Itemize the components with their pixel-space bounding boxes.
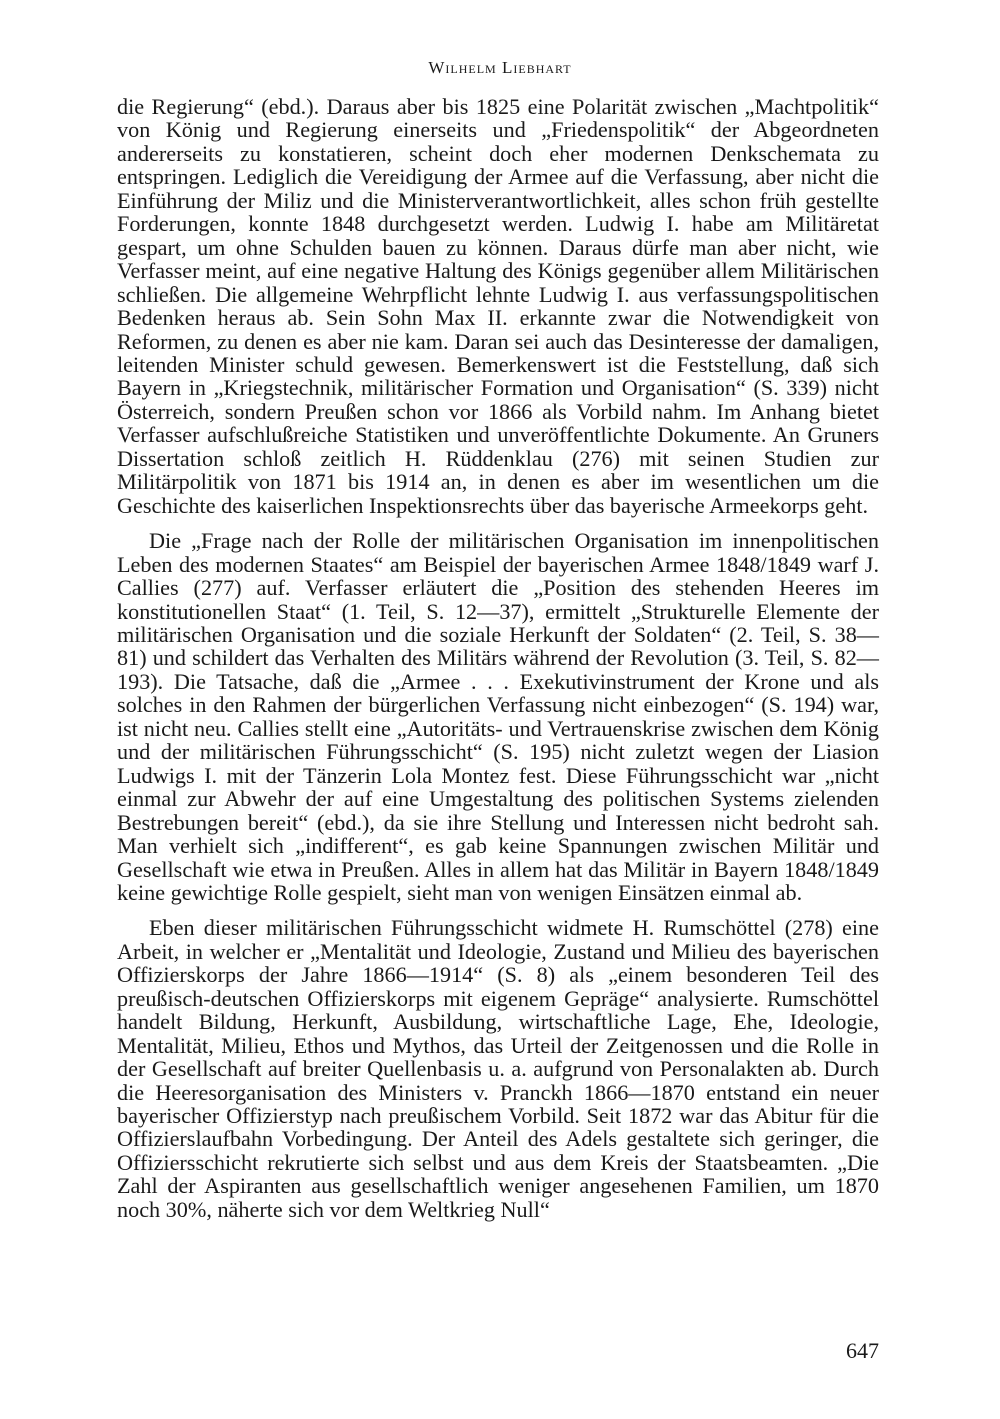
body-text <box>117 95 879 1221</box>
running-head: Wilhelm Liebhart <box>428 58 572 77</box>
page-number: 647 <box>846 1338 879 1363</box>
paragraph-2: Die „Frage nach der Rolle der militärischen Organisation im innenpolitischen Leben des modernen Staates“ am Beispiel der bayerischen Armee 1848/1849 warf J. Callies (277) auf. Verfasser erläutert die „Position des stehenden Heeres im konstitutionellen Staat“ (1. Teil, S. 12—37), ermittelt „Strukturelle Elemente der militärischen Organisation und die soziale Herkunft der Soldaten“ (2. Teil, S. 38—81) und schildert das Verhalten des Militärs während der Revolution (3. Teil, S. 82—193). Die Tatsache, daß die „Armee . . . Exekutivinstrument der Krone und als solches in den Rahmen der bürgerlichen Verfassung nicht einbezogen“ (S. 194) war, ist nicht neu. Callies stellt eine „Autoritäts- und Vertrauenskrise zwischen dem König und der militärischen Führungsschicht“ (S. 195) nicht zuletzt wegen der Liasion Ludwigs I. mit der Tänzerin Lola Montez fest. Diese Führungsschicht war „nicht einmal zur Abwehr der auf eine Umgestaltung des politischen Systems zielenden Bestrebungen bereit“ (ebd.), da sie ihre Stellung und Interessen nicht bedroht sah. Man verhielt sich „indifferent“, es gab keine Spannungen zwischen Militär und Gesellschaft wie etwa in Preußen. Alles in allem hat das Militär in Bayern 1848/1849 keine gewichtige Rolle gespielt, sieht man von wenigen Einsätzen einmal ab. <box>117 528 879 905</box>
paragraph-3: Eben dieser militärischen Führungsschicht widmete H. Rumschöttel (278) eine Arbeit, in welcher er „Mentalität und Ideologie, Zustand und Milieu des bayerischen Offizierskorps der Jahre 1866—1914“ (S. 8) als „einem besonderen Teil des preußisch-deutschen Offizierskorps mit eigenem Gepräge“ analysierte. Rumschöttel handelt Bildung, Herkunft, Ausbildung, wirtschaftliche Lage, Ehe, Ideologie, Mentalität, Milieu, Ethos und Mythos, das Urteil der Zeitgenossen und die Rolle in der Gesellschaft auf breiter Quellenbasis u. a. aufgrund von Personalakten ab. Durch die Heeresorganisation des Ministers v. Pranckh 1866—1870 entstand ein neuer bayerischer Offizierstyp nach preußischem Vorbild. Seit 1872 war das Abitur für die Offizierslaufbahn Vorbedingung. Der Anteil des Adels gestaltete sich geringer, die Offiziersschicht rekrutierte sich selbst und aus dem Kreis der Staatsbeamten. „Die Zahl der Aspiranten aus gesellschaftlich weniger angesehenen Familien, um 1870 noch 30%, näherte sich vor dem Weltkrieg Null“ <box>117 915 879 1222</box>
paragraph-1: die Regierung“ (ebd.). Daraus aber bis 1825 eine Polarität zwischen „Machtpolitik“ von König und Regierung einerseits und „Friedenspolitik“ der Abgeordneten andererseits zu konstatieren, scheint doch eher modernen Denkschemata zu entspringen. Lediglich die Vereidigung der Armee auf die Verfassung, aber nicht die Einführung der Miliz und die Ministerverantwortlichkeit, alles schon früh gestellte Forderungen, konnte 1848 durchgesetzt werden. Ludwig I. habe am Militäretat gespart, um ohne Schulden bauen zu können. Daraus dürfe man aber nicht, wie Verfasser meint, auf eine negative Haltung des Königs gegenüber allem Militärischen schließen. Die allgemeine Wehrpflicht lehnte Ludwig I. aus verfassungspolitischen Bedenken heraus ab. Sein Sohn Max II. erkannte zwar die Notwendigkeit von Reformen, zu denen es aber nie kam. Daran sei auch das Desinteresse der damaligen, leitenden Minister schuld gewesen. Bemerkenswert ist die Feststellung, daß sich Bayern in „Kriegstechnik, militärischer Formation und Organisation“ (S. 339) nicht Österreich, sondern Preußen schon vor 1866 als Vorbild nahm. Im Anhang bietet Verfasser aufschlußreiche Statistiken und unveröffentlichte Dokumente. An Gruners Dissertation schloß zeitlich H. Rüddenklau (276) mit seinen Studien zur Militärpolitik von 1871 bis 1914 an, in denen es aber im wesentlichen um die Geschichte des kaiserlichen Inspektionsrechts über das bayerische Armeekorps geht. <box>117 94 879 518</box>
